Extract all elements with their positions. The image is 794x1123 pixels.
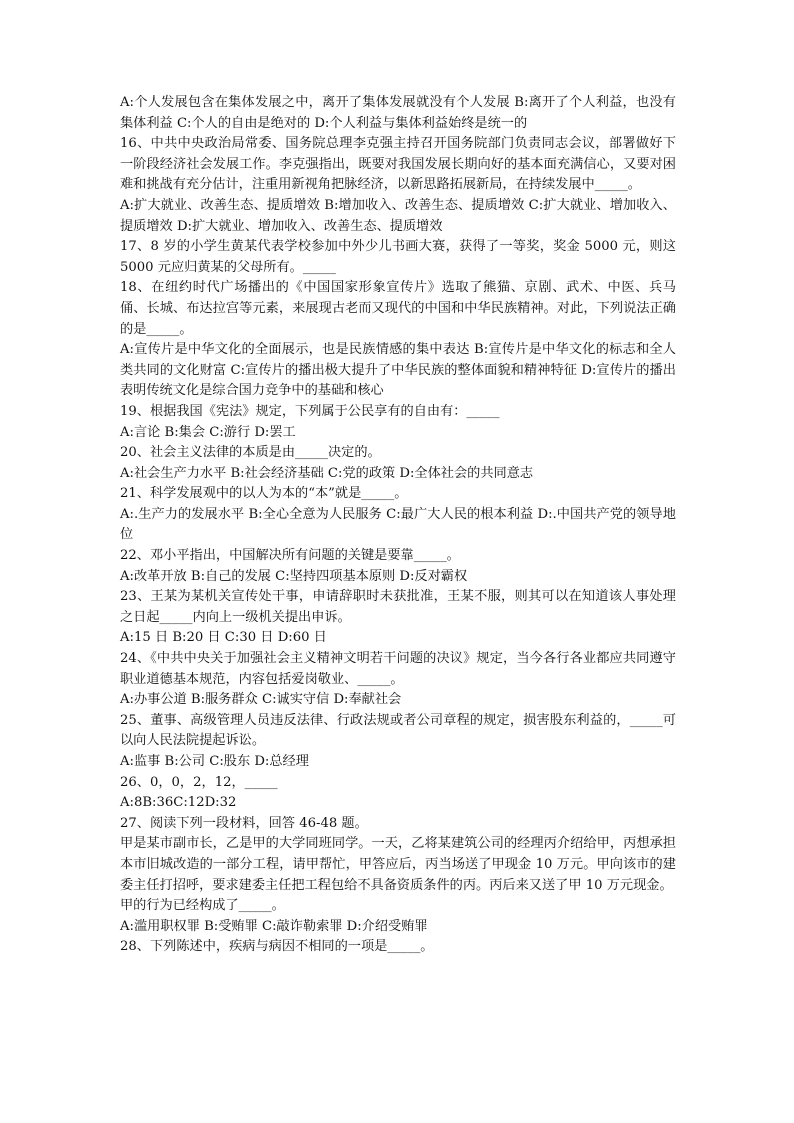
question-19: 19、根据我国《宪法》规定，下列属于公民享有的自由有：_____: [120, 403, 500, 419]
question-20: 20、社会主义法律的本质是由_____决定的。: [120, 445, 381, 461]
question-18: 18、在纽约时代广场播出的《中国国家形象宣传片》选取了熊猫、京剧、武术、中医、兵马俑、长城、布达拉宫等元素，来展现古老而又现代的中国和中华民族精神。对此，下列说法正确的是_____。: [120, 280, 676, 337]
question-22: 22、邓小平指出，中国解决所有问题的关键是要靠_____。: [120, 548, 460, 564]
question-25: 25、董事、高级管理人员违反法律、行政法规或者公司章程的规定，损害股东利益的，_____可以向人民法院提起诉讼。: [120, 712, 676, 749]
options-q16: A:扩大就业、改善生态、提质增效 B:增加收入、改善生态、提质增效 C:扩大就业、增加收入、提质增效 D:扩大就业、增加收入、改善生态、提质增效: [120, 197, 676, 234]
question-17: 17、8 岁的小学生黄某代表学校参加中外少儿书画大赛，获得了一等奖，奖金 5000 元，则这 5000 元应归黄某的父母所有。_____: [120, 239, 676, 275]
question-24: 24、《中共中央关于加强社会主义精神文明若干问题的决议》规定，当今各行各业都应共同遵守职业道德基本规范，内容包括爱岗敬业、_____。: [120, 651, 676, 687]
question-16: 16、中共中央政治局常委、国务院总理李克强主持召开国务院部门负责同志会议，部署做好下一阶段经济社会发展工作。李克强指出，既要对我国发展长期向好的基本面充满信心，又要对困难和挑战有充分估计，注重用新视角把脉经济，以新思路拓展新局，在持续发展中_____。: [120, 136, 676, 193]
question-28: 28、下列陈述中，疾病与病因不相同的一项是_____。: [120, 939, 434, 955]
material-q27: 甲是某市副市长，乙是甲的大学同班同学。一天，乙将某建筑公司的经理丙介绍给甲，丙想承担本市旧城改造的一部分工程，请甲帮忙，甲答应后，丙当场送了甲现金 10 万元。甲向该市的建委主任打招呼，要求建委主任把工程包给不具备资质条件的丙。丙后来又送了甲 10 万元现金。: [120, 836, 676, 893]
question-26: 26、0，0，2，12，_____: [120, 774, 278, 790]
options-q20: A:社会生产力水平 B:社会经济基础 C:党的政策 D:全体社会的共同意志: [120, 465, 534, 481]
question-27: 27、阅读下列一段材料，回答 46-48 题。: [120, 815, 368, 831]
prompt-q27: 甲的行为已经构成了_____。: [120, 898, 285, 914]
options-q19: A:言论 B:集会 C:游行 D:罢工: [120, 424, 296, 440]
question-23: 23、王某为某机关宣传处干事，申请辞职时未获批准，王某不服，则其可以在知道该人事处理之日起_____内向上一级机关提出申诉。: [120, 589, 676, 625]
options-q25: A:监事 B:公司 C:股东 D:总经理: [120, 754, 309, 769]
options-q18: A:宣传片是中华文化的全面展示，也是民族情感的集中表达 B:宣传片是中华文化的标志和全人类共同的文化财富 C:宣传片的播出极大提升了中华民族的整体面貌和精神特征 D:宣传片的播出表明传统文化是综合国力竞争中的基础和核心: [120, 342, 676, 399]
options-q24: A:办事公道 B:服务群众 C:诚实守信 D:奉献社会: [120, 692, 402, 708]
options-q21: A:.生产力的发展水平 B:全心全意为人民服务 C:最广大人民的根本利益 D:.中国共产党的领导地位: [120, 506, 676, 543]
options-q27: A:滥用职权罪 B:受贿罪 C:敲诈勒索罪 D:介绍受贿罪: [120, 918, 428, 934]
option-line-q15: A:个人发展包含在集体发展之中，离开了集体发展就没有个人发展 B:离开了个人利益，也没有集体利益 C:个人的自由是绝对的 D:个人利益与集体利益始终是统一的: [120, 95, 676, 131]
question-21: 21、科学发展观中的以人为本的“本”就是_____。: [120, 486, 408, 502]
options-q26: A:8B:36C:12D:32: [120, 795, 237, 811]
options-q23: A:15 日 B:20 日 C:30 日 D:60 日: [120, 630, 327, 646]
document-body: [120, 93, 676, 958]
options-q22: A:改革开放 B:自己的发展 C:坚持四项基本原则 D:反对霸权: [120, 568, 468, 584]
